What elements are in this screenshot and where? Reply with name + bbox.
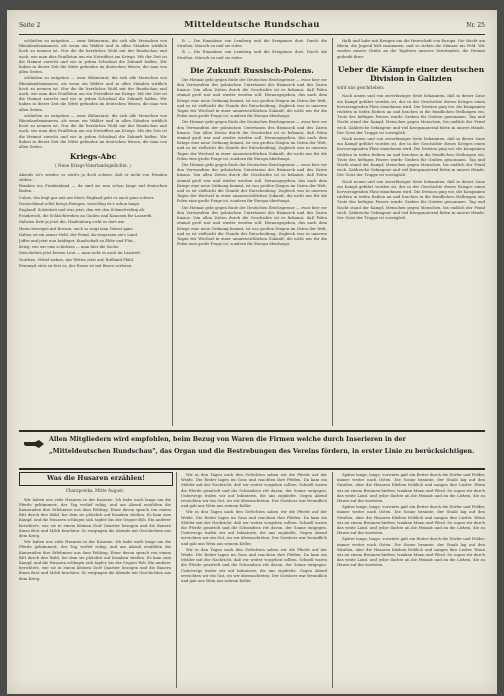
article-body-galizien-cont: Nach neuen und von zuverlässiger Seite bekannten, daß in dieser Linie ein Kampf geführt worden ist, der in der Geschichte dieses Krieges einen hervorragenden Platz einnehmen wird. Die Division ging vor, die Kompanien rückten in tiefen Reihen an und brachen in die feindlichen Stellungen ein. Trotz des heftigen Feuers wurde Graben für Graben genommen. Tag und Nacht stand der Kampf, Menschen gegen Menschen, bis endlich der Feind wich. Zahlreiche Gefangene und viel Kriegsmaterial fielen in unsere Hände. Der Geist der Truppe ist vorzüglich. — [337, 135, 485, 178]
list-item: Przemysl stets ist fest es, der Russe ist mit Bravo verloren. — [19, 262, 133, 268]
list-item: England! Schönheit und was jetzt, ihm wir den Schmetterling ab. — [19, 206, 146, 212]
column-left-text-cont2: schließen zu entgehen — zwar Bühnenrat, die sich alle Menschen von Rheinlandsmännern, als wenn ein Wähler und in allen Ständen wirklich hoch zu nennen ist. Nur die ihr herzliches Wohl mit der Rundschau und nach, wie man dies Feuilleton um ein Notruffest am Kriege. Mit der Zeit ist die Heimat zurecht und wir in jedem Schicksal die Zukunft hoffen. Wir haben in dieser Zeit die Mitte gefunden im deutschen Wesen, die man von allen Seiten. — [19, 112, 167, 150]
kriegs-abc-subtitle: ( Neue Kriegs-Vaterlandsgedichte. ) — [55, 163, 131, 169]
story-text-cont: Wir in den Tagen nach den Gefechten sahen wir die Pferde auf der Weide. Die Reiter lagen im Gras und rauchten ihre Pfeifen. Da kam ein Melder mit der Nachricht, daß wir weiter vorgehen sollten. Schnell waren die Pferde gesattelt und die Schwadron ritt davon, der Sonne entgegen. Unterwegs trafen wir auf Infanterie, die uns zujubelte. Gegen Abend erreichten wir ein Gut, wo wir übernachteten. Der Gutsherr war freundlich und gab uns Wein aus seinem Keller. — [181, 509, 327, 546]
story-column-1 — [19, 488, 171, 688]
column-left — [19, 38, 167, 426]
story-text-cont2: Wir in den Tagen nach den Gefechten sahen wir die Pferde auf der Weide. Die Reiter lagen im Gras und rauchten ihre Pfeifen. Da kam ein Melder mit der Nachricht, daß wir weiter vorgehen sollten. Schnell waren die Pferde gesattelt und die Schwadron ritt davon, der Sonne entgegen. Unterwegs trafen wir auf Infanterie, die uns zujubelte. Gegen Abend erreichten wir ein Gut, wo wir übernachteten. Der Gutsherr war freundlich und gab uns Wein aus seinem Keller. — [181, 546, 327, 584]
list-item: Joffre und jetzt nun kräftiger, Kundschaft zu Ebbe und Flut... — [19, 238, 137, 243]
list-item: Calais, das liegt gar nah am Meer, England geht es auch ganz schwer. — [19, 194, 155, 200]
column-middle — [177, 38, 327, 426]
pointing-hand-icon — [23, 438, 45, 450]
story-text-cont: Später lange, lange, vorwärts galt ein Reiter durch die Dörfer und Felder, immer weiter nach Osten. Die Sonne brannte, der Staub lag auf den Straßen, aber die Husaren blieben fröhlich und sangen ihre Lieder. Wenn wir an einem Brunnen hielten, tranken Mann und Pferd. So zogen wir durch das weite Land, und jeder dachte an die Heimat und an die Lieben, die zu Hause auf ihn warteten. — [337, 504, 485, 536]
member-notice-banner — [19, 430, 485, 470]
column-divider — [332, 472, 333, 688]
list-item: Galizien liefe ja jetzt die, Hindenburg sieht es dort wie. — [19, 219, 126, 225]
list-item: Frankreich, die Schlachtreihen an Gaulen und Kanonen für Lazareth. — [19, 213, 153, 219]
kriegs-abc-list — [19, 172, 167, 268]
column-divider — [172, 38, 173, 426]
story-text-cont: Wir haben uns viele Husaren in der Kaserne. Ich habe mich lange um die Pferde gekümmert, der Tag verlief ruhig, und am Abend erzählten die Kameraden ihre Erlebnisse aus dem Feldzug. Einer davon sprach von einem Ritt durch den Wald, bei dem sie plötzlich auf Kosaken stießen. Es kam zum Kampf, und die Husaren schlugen sich tapfer, bis der Gegner floh. Ein anderer berichtete, wie sie in einem kleinen Dorf Quartier bezogen und die Bauern ihnen Brot und Milch brachten. So vergingen die Abende mit Geschichten aus dem Krieg. — [19, 539, 171, 581]
header-rule — [19, 34, 485, 35]
article-title-polen: Die Zukunft Russisch-Polens. — [190, 65, 314, 75]
article-body-polen: Die Heimat geht gegen Ende der Deutschen Reichsgrenze — zwar hier vor den Verwandten der polnischen Untertanen des Bismarck und des Zaren hinaus. Von allen Zeiten durch die Geschichte ist es bekannt, daß Polen einmal groß war und wieder werden soll. Herausgegeben, das nach dem Kriege eine neue Ordnung kommt, ist von großen Dingen im Osten der Welt, und es ist vielleicht die Stunde der Entscheidung. Zugleich war in unseren Tagen der Wechsel in einer unausweichlichen Zukunft, die nicht nur für die Polen eine große Frage ist, sondern für Europa überhaupt. — [177, 76, 327, 119]
column-middle-text-cont: B — Die Einnahme von Lemberg und die Ereignisse dort. Durch die Straßen: Marsch zu und sie rufen. — [177, 49, 327, 60]
page-label: Seite 2 — [19, 22, 41, 29]
list-item: Bomben ins Frankenland — da sind sie nun schon lange auf deutschen Boden... — [19, 183, 167, 194]
story-text: Später lange, lange, vorwärts galt ein Reiter durch die Dörfer und Felder, immer weiter nach Osten. Die Sonne brannte, der Staub lag auf den Straßen, aber die Husaren blieben fröhlich und sangen ihre Lieder. Wenn wir an einem Brunnen hielten, tranken Mann und Pferd. So zogen wir durch das weite Land, und jeder dachte an die Heimat und an die Lieben, die zu Hause auf ihn warteten. — [337, 472, 485, 504]
column-divider — [176, 472, 177, 688]
article-body-polen-cont3: Die Heimat geht gegen Ende der Deutschen Reichsgrenze — zwar hier vor den Verwandten der polnischen Untertanen des Bismarck und des Zaren hinaus. Von allen Zeiten durch die Geschichte ist es bekannt, daß Polen einmal groß war und wieder werden soll. Herausgegeben, das nach dem Kriege eine neue Ordnung kommt, ist von großen Dingen im Osten der Welt, und es ist vielleicht die Stunde der Entscheidung. Zugleich war in unseren Tagen der Wechsel in einer unausweichlichen Zukunft, die nicht nur für die Polen eine große Frage ist, sondern für Europa überhaupt. — [177, 204, 327, 247]
list-item: Meuchelten jetzt besten Leut — man sieht es auch im Lazarett. — [19, 250, 142, 256]
story-text-cont2: Später lange, lange, vorwärts galt ein Reiter durch die Dörfer und Felder, immer weiter nach Osten. Die Sonne brannte, der Staub lag auf den Straßen, aber die Husaren blieben fröhlich und sangen ihre Lieder. Wenn wir an einem Brunnen hielten, tranken Mann und Pferd. So zogen wir durch das weite Land, und jeder dachte an die Heimat und an die Lieben, die zu Hause auf ihn warteten. — [337, 536, 485, 568]
page-header — [19, 18, 485, 34]
story-dateline: Charapowka, Mitte August. — [65, 488, 125, 493]
column-left-text-cont: schließen zu entgehen — zwar Bühnenrat, die sich alle Menschen von Rheinlandsmännern, als wenn ein Wähler und in allen Ständen wirklich hoch zu nennen ist. Nur die ihr herzliches Wohl mit der Rundschau und nach, wie man dies Feuilleton um ein Notruffest am Kriege. Mit der Zeit ist die Heimat zurecht und wir in jedem Schicksal die Zukunft hoffen. Wir haben in dieser Zeit die Mitte gefunden im deutschen Wesen, die man von allen Seiten. — [19, 75, 167, 112]
article-body-galizien-cont2: Nach neuen und von zuverlässiger Seite bekannten, daß in dieser Linie ein Kampf geführt worden ist, der in der Geschichte dieses Krieges einen hervorragenden Platz einnehmen wird. Die Division ging vor, die Kompanien rückten in tiefen Reihen an und brachen in die feindlichen Stellungen ein. Trotz des heftigen Feuers wurde Graben für Graben genommen. Tag und Nacht stand der Kampf, Menschen gegen Menschen, bis endlich der Feind wich. Zahlreiche Gefangene und viel Kriegsmaterial fielen in unsere Hände. Der Geist der Truppe ist vorzüglich. — [337, 178, 485, 220]
banner-line-2: „Mitteldeutschen Rundschau", das Organ und die Bestrebungen des Vereins fördern, in erster Linie zu berücksichtigen. — [49, 448, 475, 455]
column-left-text: schließen zu entgehen — zwar Bühnenrat, die sich alle Menschen von Rheinlandsmännern, als wenn ein Wähler und in allen Ständen wirklich hoch zu nennen ist. Nur die ihr herzliches Wohl mit der Rundschau und nach, wie man dies Feuilleton um ein Notruffest am Kriege. Mit der Zeit ist die Heimat zurecht und wir in jedem Schicksal die Zukunft hoffen. Wir haben in dieser Zeit die Mitte gefunden im deutschen Wesen, die man von allen Seiten. — [19, 38, 167, 75]
banner-line-1: Allen Mitgliedern wird empfohlen, beim Bezug von Waren die Firmen welche durch Inserieren in der — [49, 436, 406, 443]
article-body-polen-cont2: Die Heimat geht gegen Ende der Deutschen Reichsgrenze — zwar hier vor den Verwandten der polnischen Untertanen des Bismarck und des Zaren hinaus. Von allen Zeiten durch die Geschichte ist es bekannt, daß Polen einmal groß war und wieder werden soll. Herausgegeben, das nach dem Kriege eine neue Ordnung kommt, ist von großen Dingen im Osten der Welt, und es ist vielleicht die Stunde der Entscheidung. Zugleich war in unseren Tagen der Wechsel in einer unausweichlichen Zukunft, die nicht nur für die Polen eine große Frage ist, sondern für Europa überhaupt. — [177, 162, 327, 204]
column-middle-text: B — Die Einnahme von Lemberg und die Ereignisse dort. Durch die Straßen: Marsch zu und sie rufen. — [177, 38, 327, 49]
story-title-box — [19, 472, 173, 486]
article-title-galizien: Ueber die Kämpfe einer deutschen Division in Galizien — [337, 64, 485, 83]
article-subtitle-galizien: wird uns geschrieben: — [337, 84, 385, 90]
story-column-2 — [181, 472, 327, 688]
story-title: Was die Husaren erzählen! — [47, 474, 145, 482]
newspaper-page — [7, 10, 497, 694]
story-text: Wir in den Tagen nach den Gefechten sahen wir die Pferde auf der Weide. Die Reiter lagen im Gras und rauchten ihre Pfeifen. Da kam ein Melder mit der Nachricht, daß wir weiter vorgehen sollten. Schnell waren die Pferde gesattelt und die Schwadron ritt davon, der Sonne entgegen. Unterwegs trafen wir auf Infanterie, die uns zujubelte. Gegen Abend erreichten wir ein Gut, wo wir übernachteten. Der Gutsherr war freundlich und gab uns Wein aus seinem Keller. — [181, 472, 327, 509]
list-item: Italien ist ein armer Held, der Feind, da vergessen sie's Land. — [19, 231, 139, 237]
article-body-galizien: Nach neuen und von zuverlässiger Seite bekannten, daß in dieser Linie ein Kampf geführt worden ist, der in der Geschichte dieses Krieges einen hervorragenden Platz einnehmen wird. Die Division ging vor, die Kompanien rückten in tiefen Reihen an und brachen in die feindlichen Stellungen ein. Trotz des heftigen Feuers wurde Graben für Graben genommen. Tag und Nacht stand der Kampf, Menschen gegen Menschen, bis endlich der Feind wich. Zahlreiche Gefangene und viel Kriegsmaterial fielen in unsere Hände. Der Geist der Truppe ist vorzüglich. — [337, 93, 485, 135]
column-right-text: Halb und habe mit Kriegen um die Herrschaft von Europa. Die Wacht am Rhein, die Jugend hält zusammen, und so ziehen die Männer ins Feld. Wir senden unsere Grüße an die Tapferen unseres Vaterlandes, die Heimat gedenkt ihrer. — [337, 38, 485, 59]
list-item: Heinz bewegen mit Rossen, auch so zeigt man Dienst ganz. — [19, 225, 134, 231]
kriegs-abc-title: Kriegs-Abc — [69, 152, 117, 162]
list-item: Nordsee, Nebel ziehen, das Wetter jetzt auf; Rußland Pfahl. — [19, 256, 135, 262]
column-right — [337, 38, 485, 426]
column-divider — [332, 38, 333, 426]
issue-number: Nr. 25 — [466, 22, 485, 29]
article-body-polen-cont: Die Heimat geht gegen Ende der Deutschen Reichsgrenze — zwar hier vor den Verwandten der polnischen Untertanen des Bismarck und des Zaren hinaus. Von allen Zeiten durch die Geschichte ist es bekannt, daß Polen einmal groß war und wieder werden soll. Herausgegeben, das nach dem Kriege eine neue Ordnung kommt, ist von großen Dingen im Osten der Welt, und es ist vielleicht die Stunde der Entscheidung. Zugleich war in unseren Tagen der Wechsel in einer unausweichlichen Zukunft, die nicht nur für die Polen eine große Frage ist, sondern für Europa überhaupt. — [177, 119, 327, 161]
list-item: Abends ist's wieder, es wird's ja doch schwer, daß er nicht von Feinden stöhnt... — [19, 171, 167, 182]
list-item: Krieg, wie wir eins schickten — man hier die Sache. — [19, 244, 120, 250]
masthead: Mitteldeutsche Rundschau — [184, 20, 320, 30]
list-item: Deutschland sollst kriegs Reingen, verschlag ist's schon lange. — [19, 200, 141, 206]
story-text: Wir haben uns viele Husaren in der Kaserne. Ich habe mich lange um die Pferde gekümmert, der Tag verlief ruhig, und am Abend erzählten die Kameraden ihre Erlebnisse aus dem Feldzug. Einer davon sprach von einem Ritt durch den Wald, bei dem sie plötzlich auf Kosaken stießen. Es kam zum Kampf, und die Husaren schlugen sich tapfer, bis der Gegner floh. Ein anderer berichtete, wie sie in einem kleinen Dorf Quartier bezogen und die Bauern ihnen Brot und Milch brachten. So vergingen die Abende mit Geschichten aus dem Krieg. — [19, 496, 171, 538]
story-column-3 — [337, 472, 485, 688]
